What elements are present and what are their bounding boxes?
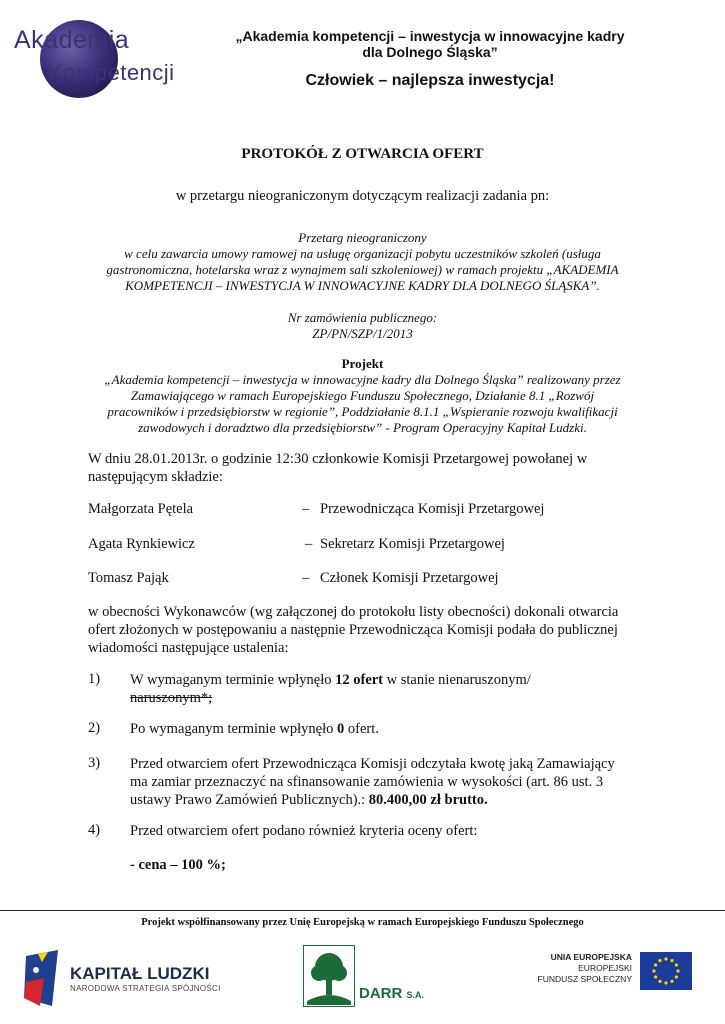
eu-text [520, 952, 632, 985]
project-line: pracowników i przedsiębiorstw w regionie”, Poddziałanie 8.1.1 „Wspieranie rozwoju kwalifikacji [107, 404, 618, 419]
eu-star [670, 980, 673, 983]
eu-logo [520, 952, 700, 1002]
eu-star [664, 981, 667, 984]
item-number: 1) [88, 671, 101, 687]
order-number: ZP/PN/SZP/1/2013 [312, 326, 413, 341]
eu-star [675, 975, 678, 978]
intro-line: W dniu 28.01.2013r. o godzinie 12:30 członkowie Komisji Przetargowej powołanej w [88, 451, 588, 467]
item-number: 4) [88, 822, 101, 838]
offers-count: 12 ofert [335, 672, 384, 688]
tree-icon [303, 945, 355, 1007]
eu-line: UNIA EUROPEJSKA [550, 952, 632, 962]
header-project-name-line2: dla Dolnego Śląska” [362, 44, 498, 60]
criterion-price: - cena – 100 %; [130, 857, 226, 873]
eu-star [658, 959, 661, 962]
budget-amount: 80.400,00 zł brutto. [368, 792, 488, 808]
eu-star [675, 963, 678, 966]
item-text: Po wymaganym terminie wpłynęło [130, 721, 337, 737]
tender-line: w celu zawarcia umowy ramowej na usługę organizacji pobytu uczestników szkoleń (usługa [124, 246, 601, 261]
tender-line: gastronomiczna, hotelarska wraz z wynajmem sali szkoleniowej) w ramach projektu „AKADEMIA [106, 262, 619, 277]
kapital-ludzki-emblem [22, 948, 62, 1008]
logo-text-kompetencji: Kompetencji [48, 60, 175, 85]
member-dash: – [302, 570, 310, 586]
eu-line: FUNDUSZ SPOŁECZNY [537, 974, 632, 984]
eu-line: EUROPEJSKI [578, 963, 632, 973]
intro-paragraph [88, 450, 668, 486]
project-line: Zamawiającego w ramach Europejskiego Funduszu Społecznego, Działanie 8.1 „Rozwój [130, 388, 595, 403]
item-criteria: Przed otwarciem ofert podano również kryteria oceny ofert: [130, 823, 478, 839]
member-role: Członek Komisji Przetargowej [320, 570, 499, 586]
order-number-block [60, 310, 665, 342]
darr-text [359, 985, 424, 1002]
presence-line: w obecności Wykonawców (wg załączonej do protokołu listy obecności) dokonali otwarcia [88, 604, 619, 620]
eu-star [658, 980, 661, 983]
kapital-ludzki-title: KAPITAŁ LUDZKI [70, 964, 210, 983]
member-dash: – [305, 536, 313, 552]
struck-text: naruszonym*; [130, 690, 213, 706]
darr-suffix: S.A. [406, 990, 425, 1000]
member-name: Małgorzata Pętela [88, 501, 194, 517]
member-role: Sekretarz Komisji Przetargowej [320, 536, 505, 552]
presence-line: wiadomości następujące ustalenia: [88, 640, 289, 656]
late-offers-count: 0 [337, 721, 345, 737]
document-title: PROTOKÓŁ Z OTWARCIA OFERT [241, 146, 484, 162]
item-number: 2) [88, 720, 101, 736]
eu-stars [640, 952, 692, 990]
eu-star [654, 975, 657, 978]
item-text: ma zamiar przeznaczyć na sfinansowanie zamówienia w wysokości (art. 86 ust. 3 [130, 774, 604, 790]
item-text: w stanie nienaruszonym/ [383, 672, 531, 688]
member-name: Agata Rynkiewicz [88, 536, 195, 552]
eu-flag-icon [640, 952, 692, 990]
darr-name: DARR [359, 985, 403, 1002]
eu-star [670, 959, 673, 962]
eu-star [652, 969, 655, 972]
eu-star [654, 963, 657, 966]
eu-star [664, 957, 667, 960]
tender-line: Przetarg nieograniczony [298, 230, 427, 245]
project-line: „Akademia kompetencji – inwestycja w innowacyjne kadry dla Dolnego Śląska” realizowany przez [104, 372, 621, 387]
item-text: ustawy Prawo Zamówień Publicznych).: [130, 792, 369, 808]
footer-divider [0, 910, 725, 911]
eu-star [676, 969, 679, 972]
item-text: Przed otwarciem ofert Przewodnicząca Komisji odczytała kwotę jaką Zamawiający [130, 756, 615, 772]
presence-line: ofert złożonych w postępowaniu a następnie Przewodnicząca Komisji podała do publicznej [88, 622, 618, 638]
akademia-kompetencji-logo [12, 14, 175, 104]
item-late-offers [130, 720, 670, 738]
darr-logo [303, 945, 443, 1015]
kapital-ludzki-subtitle: NARODOWA STRATEGIA SPÓJNOŚCI [70, 984, 221, 993]
project-description [60, 372, 665, 436]
project-heading: Projekt [341, 356, 384, 371]
document-subtitle: w przetargu nieograniczonym dotyczącym realizacji zadania pn: [175, 188, 550, 204]
tender-line: KOMPETENCJI – INWESTYCJA W INNOWACYJNE KADRY DLA DOLNEGO ŚLĄSKA”. [125, 278, 600, 293]
kapital-ludzki-logo [22, 948, 222, 1012]
intro-line: następującym składzie: [88, 469, 223, 485]
header-project-name-line1: „Akademia kompetencji – inwestycja w innowacyjne kadry [235, 28, 625, 44]
item-offers-received [130, 671, 670, 707]
presence-paragraph [88, 603, 668, 657]
header-slogan: Człowiek – najlepsza inwestycja! [305, 72, 555, 89]
member-name: Tomasz Pająk [88, 570, 169, 586]
cofinance-note: Projekt współfinansowany przez Unię Europejską w ramach Europejskiego Funduszu Społecznego [141, 917, 584, 928]
item-text: ofert. [344, 721, 379, 737]
logo-text-akademia: Akademia [14, 26, 130, 54]
order-number-label: Nr zamówienia publicznego: [287, 310, 438, 325]
member-role: Przewodnicząca Komisji Przetargowej [320, 501, 545, 517]
tender-description [60, 230, 665, 294]
item-text: W wymaganym terminie wpłynęło [130, 672, 336, 688]
project-line: zawodowych i doradztwo dla przedsiębiorstw” - Program Operacyjny Kapitał Ludzki. [138, 420, 587, 435]
item-number: 3) [88, 755, 101, 771]
item-budget [130, 755, 670, 809]
member-dash: – [302, 501, 310, 517]
